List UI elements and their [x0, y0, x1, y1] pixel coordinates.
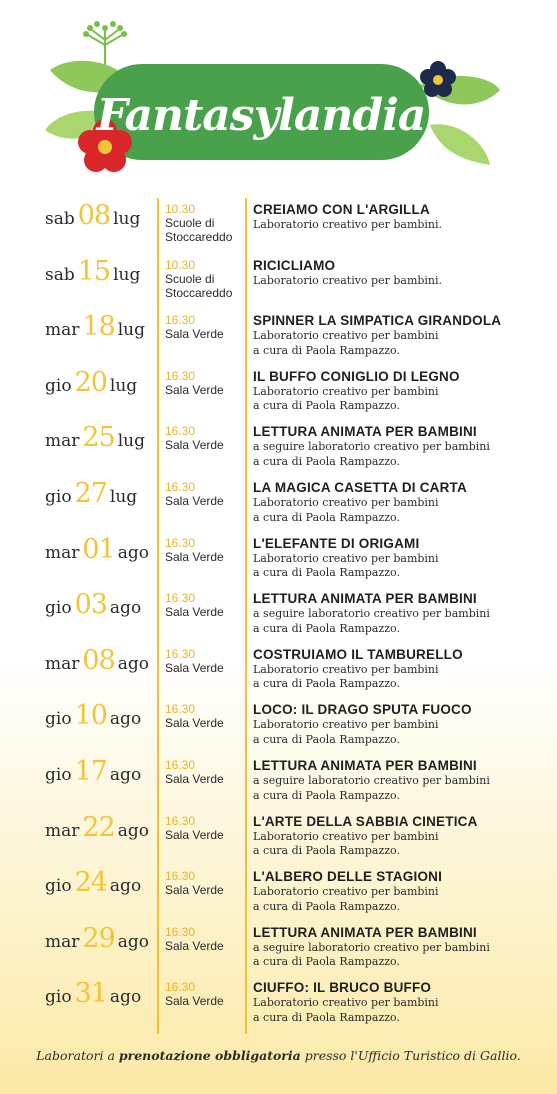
event-description-line: Laboratorio creativo per bambini [253, 996, 439, 1010]
event-description-line: Laboratorio creativo per bambini. [253, 218, 443, 231]
event-info [253, 480, 553, 525]
event-date [45, 311, 145, 351]
event-month: ago [117, 653, 150, 674]
event-time: 16.30 [165, 480, 196, 494]
event-weekday: gio [45, 709, 72, 730]
event-date [45, 534, 149, 574]
event-row [0, 589, 557, 645]
event-time: 16.30 [165, 368, 196, 383]
event-date [45, 367, 137, 407]
event-month: lug [109, 375, 138, 396]
event-place: Sala Verde [165, 772, 224, 786]
event-time-place [165, 758, 247, 786]
event-month: lug [109, 487, 138, 507]
event-month: lug [113, 264, 141, 285]
event-place: Sala Verde [165, 327, 224, 342]
event-title: LOCO: IL DRAGO SPUTA FUOCO [253, 702, 472, 718]
event-info [253, 702, 553, 747]
event-description-line: a cura di Paola Rampazzo. [253, 1010, 400, 1024]
event-description-line: a cura di Paola Rampazzo. [253, 343, 400, 357]
event-time: 16.30 [165, 591, 196, 606]
event-description-line: a seguire laboratorio creativo per bambini [253, 440, 490, 454]
event-weekday: gio [45, 375, 72, 396]
event-title: LETTURA ANIMATA PER BAMBINI [253, 591, 477, 607]
event-time: 16.30 [165, 758, 196, 772]
event-day-number: 15 [77, 255, 111, 287]
event-place: Sala Verde [165, 660, 224, 675]
event-row [0, 478, 557, 534]
event-info [253, 424, 553, 469]
event-place: Sala Verde [165, 494, 224, 508]
event-time-place [165, 202, 247, 244]
event-title: L'ELEFANTE DI ORIGAMI [253, 535, 420, 551]
event-info [253, 869, 553, 914]
event-row [0, 812, 557, 868]
event-description-line: Laboratorio creativo per bambini [253, 885, 439, 899]
event-description-line: a seguire laboratorio creativo per bambini [253, 940, 490, 954]
event-day-number: 20 [74, 366, 107, 398]
event-time: 16.30 [165, 980, 196, 995]
event-info [253, 536, 553, 581]
event-info [253, 369, 553, 414]
event-weekday: mar [45, 653, 80, 674]
event-description-line: a cura di Paola Rampazzo. [253, 454, 400, 468]
footer-note [0, 1048, 557, 1063]
event-row [0, 422, 557, 478]
event-row [0, 978, 557, 1034]
event-place: Sala Verde [165, 938, 224, 953]
event-description-line: Laboratorio creativo per bambini [253, 829, 439, 843]
event-month: ago [109, 876, 142, 897]
event-month: ago [109, 765, 142, 785]
event-time: 16.30 [165, 924, 196, 939]
event-time-place [165, 480, 247, 508]
event-time-place [165, 647, 247, 675]
event-weekday: sab [45, 264, 75, 285]
event-month: lug [117, 320, 146, 341]
footer-text-before: Laboratori a [36, 1048, 119, 1063]
event-info [253, 202, 553, 233]
event-time: 16.30 [165, 702, 196, 717]
event-day-number: 03 [74, 589, 107, 621]
event-date [45, 812, 149, 852]
event-description-line: a cura di Paola Rampazzo. [253, 621, 400, 635]
event-info [253, 980, 553, 1025]
event-row [0, 200, 557, 256]
event-description-line: a cura di Paola Rampazzo. [253, 788, 400, 802]
event-description-line: a cura di Paola Rampazzo. [253, 899, 400, 913]
event-weekday: mar [45, 431, 80, 452]
event-title: CIUFFO: IL BRUCO BUFFO [253, 980, 432, 996]
page-title: Fantasylandia [96, 89, 426, 141]
event-weekday: mar [45, 820, 80, 841]
event-weekday: gio [45, 765, 72, 785]
event-day-number: 01 [82, 533, 115, 565]
event-title: LETTURA ANIMATA PER BAMBINI [253, 758, 477, 773]
event-info [253, 814, 553, 859]
footer-text-bold: prenotazione obbligatoria [118, 1048, 301, 1063]
event-description-line: Laboratorio creativo per bambini [253, 551, 439, 565]
event-time: 16.30 [165, 535, 196, 550]
event-month: ago [117, 820, 150, 841]
event-place: Sala Verde [165, 716, 224, 731]
event-description-line: a cura di Paola Rampazzo. [253, 510, 400, 524]
event-weekday: mar [45, 542, 80, 563]
event-row [0, 923, 557, 979]
event-description-line: Laboratorio creativo per bambini [253, 384, 439, 398]
event-day-number: 10 [74, 700, 107, 732]
event-row [0, 700, 557, 756]
event-place: Sala Verde [165, 382, 224, 397]
event-time-place [165, 814, 247, 842]
event-month: ago [109, 598, 142, 619]
event-place: Scuole di Stoccareddo [165, 271, 233, 300]
event-date [45, 200, 140, 240]
event-place: Sala Verde [165, 605, 224, 620]
event-row [0, 867, 557, 923]
event-title: L'ALBERO DELLE STAGIONI [253, 869, 443, 885]
event-info [253, 258, 553, 289]
event-time-place [165, 869, 247, 897]
event-weekday: gio [45, 987, 72, 1008]
event-month: ago [117, 542, 150, 563]
event-day-number: 25 [82, 422, 115, 454]
event-date [45, 756, 141, 796]
event-time: 16.30 [165, 424, 196, 439]
event-title: L'ARTE DELLA SABBIA CINETICA [253, 813, 478, 829]
event-weekday: mar [45, 320, 80, 341]
event-day-number: 31 [74, 978, 107, 1010]
event-weekday: gio [45, 876, 72, 897]
event-time-place [165, 536, 247, 564]
event-time-place [165, 424, 247, 452]
event-month: ago [109, 987, 142, 1008]
event-day-number: 22 [82, 811, 115, 843]
event-weekday: gio [45, 598, 72, 619]
event-day-number: 27 [74, 478, 107, 509]
event-time: 16.30 [165, 869, 196, 884]
event-time: 16.30 [165, 813, 196, 828]
event-info [253, 313, 553, 358]
event-time-place [165, 313, 247, 341]
event-place: Sala Verde [165, 827, 224, 842]
event-date [45, 645, 149, 685]
event-date [45, 923, 149, 963]
event-month: ago [109, 709, 142, 730]
event-weekday: mar [45, 931, 80, 952]
event-title: RICICLIAMO [253, 257, 336, 273]
event-info [253, 591, 553, 636]
event-info [253, 925, 553, 970]
event-month: ago [117, 931, 150, 952]
event-date [45, 256, 140, 296]
event-date [45, 478, 137, 518]
event-description-line: a seguire laboratorio creativo per bambini [253, 774, 490, 787]
event-month: lug [113, 209, 141, 229]
event-row [0, 256, 557, 312]
footer-text-after: presso l'Ufficio Turistico di Gallio. [300, 1048, 521, 1063]
event-description-line: a seguire laboratorio creativo per bambini [253, 607, 490, 621]
event-time-place [165, 925, 247, 953]
event-row [0, 534, 557, 590]
event-description-line: Laboratorio creativo per bambini. [253, 273, 443, 287]
event-day-number: 17 [74, 756, 107, 787]
event-place: Scuole di Stoccareddo [165, 216, 233, 244]
event-date [45, 700, 141, 740]
event-day-number: 08 [77, 200, 111, 231]
event-time-place [165, 258, 247, 300]
event-place: Sala Verde [165, 994, 224, 1009]
event-row [0, 367, 557, 423]
event-time: 16.30 [165, 646, 196, 661]
event-row [0, 311, 557, 367]
header-banner [0, 0, 557, 180]
event-day-number: 29 [82, 922, 115, 954]
event-time-place [165, 369, 247, 397]
event-month: lug [117, 431, 146, 452]
event-day-number: 18 [82, 311, 115, 343]
event-info [253, 647, 553, 692]
event-title: CREIAMO CON L'ARGILLA [253, 202, 430, 217]
event-date [45, 589, 141, 629]
event-day-number: 24 [74, 867, 107, 899]
event-weekday: gio [45, 487, 72, 507]
event-row [0, 756, 557, 812]
event-title: COSTRUIAMO IL TAMBURELLO [253, 646, 463, 662]
event-title: LETTURA ANIMATA PER BAMBINI [253, 424, 477, 440]
event-place: Sala Verde [165, 438, 224, 453]
event-time: 10.30 [165, 257, 196, 272]
event-date [45, 422, 145, 462]
event-description-line: a cura di Paola Rampazzo. [253, 677, 400, 691]
event-title: SPINNER LA SIMPATICA GIRANDOLA [253, 313, 502, 329]
event-description-line: a cura di Paola Rampazzo. [253, 844, 400, 858]
event-weekday: sab [45, 209, 75, 229]
event-day-number: 08 [82, 644, 115, 676]
event-title: LA MAGICA CASETTA DI CARTA [253, 480, 467, 495]
event-date [45, 867, 141, 907]
event-info [253, 758, 553, 803]
event-place: Sala Verde [165, 549, 224, 564]
event-description-line: a cura di Paola Rampazzo. [253, 399, 400, 413]
event-description-line: Laboratorio creativo per bambini [253, 662, 439, 676]
event-time-place [165, 980, 247, 1008]
event-description-line: a cura di Paola Rampazzo. [253, 732, 400, 746]
event-time: 10.30 [165, 202, 196, 216]
event-description-line: Laboratorio creativo per bambini [253, 718, 439, 732]
event-place: Sala Verde [165, 883, 224, 898]
leaf-icon [430, 124, 490, 165]
event-title: IL BUFFO CONIGLIO DI LEGNO [253, 368, 460, 384]
event-time-place [165, 591, 247, 619]
event-description-line: a cura di Paola Rampazzo. [253, 955, 400, 969]
event-date [45, 978, 141, 1018]
event-time-place [165, 702, 247, 730]
event-description-line: Laboratorio creativo per bambini [253, 496, 439, 509]
event-time: 16.30 [165, 313, 196, 328]
event-description-line: a cura di Paola Rampazzo. [253, 566, 400, 580]
event-title: LETTURA ANIMATA PER BAMBINI [253, 924, 477, 940]
event-description-line: Laboratorio creativo per bambini [253, 329, 439, 343]
event-row [0, 645, 557, 701]
